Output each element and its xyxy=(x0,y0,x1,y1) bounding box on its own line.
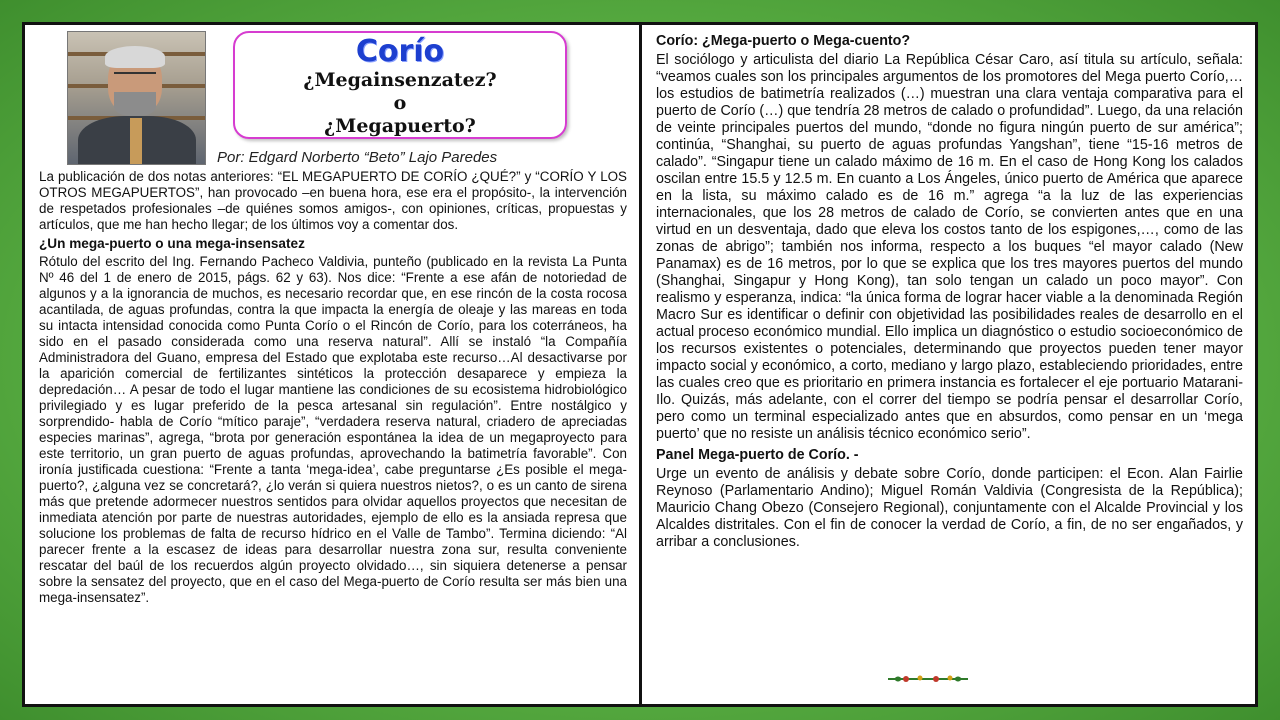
author-photo xyxy=(67,31,206,165)
body-paragraph-caro: El sociólogo y articulista del diario La República César Caro, así titula su artículo, señala: “veamos cuales son los principales argumentos de los promotores del Mega puerto Corío,…los estudios de batimetría realizados (…) muestran una clara ventaja comparativa para el puerto de Corío (…) que tendría 28 metros de calado o profundidad”. Luego, da una relación de veinte principales puertos del mundo, “donde no figura ningún puerto de sur américa”; continúa, “Shanghai, su puerto de aguas profundas Yangshan”, tiene “15-16 metros de calado”. “Singapur tiene un calado máximo de 16 m. En el caso de Hong Kong los calados oscilan entre 15.5 y 12.5 m. En cuanto a Los Ángeles, único puerto de América que aparece en la lista, su máximo calado es de 16 m.” agrega “a la luz de las experiencias internacionales, que los 28 metros de calado de Corío, se convierten antes que en una virtud en un desventaja, dado que eleva los costos tanto de los espigones,…, como de las zonas de abrigo”; también nos informa, respecto a los buques “el mayor calado (New Panamax) es de 16 metros, por lo que se explica que los tres mayores puertos del mundo (Shanghai, Singapur y Hong Kong), tan solo tengan un calado un poco mayor”. Con realismo y esperanza, indica: “la única forma de lograr hacer viable a la denominada Región Macro Sur es identificar o definir con objetividad las posibilidades reales de desarrollo en el actual proceso económico mundial. Ello implica un diagnóstico o estudio socioeconómico de los recursos existentes o potenciales, determinando que proyectos pueden tener mayor impacto social y económico, a corto, mediano y largo plazo, estableciendo prioridades, entre las cuales creo que es prioritario en primera instancia es fortalecer el eje portuario Matarani-Ilo. Quizás, más adelante, con el correr del tiempo se podría pensar el desarrollar Corío, pero como un terminal especializado antes que en absurdos, como pensar en un ‘mega puerto’ que no resiste un análisis técnico económico serio”. xyxy=(656,52,1243,442)
section-heading-panel: Panel Mega-puerto de Corío. - xyxy=(656,447,859,463)
byline: Por: Edgard Norberto “Beto” Lajo Paredes xyxy=(217,149,498,166)
section-heading-mega-insensatez: ¿Un mega-puerto o una mega-insensatez xyxy=(39,236,305,251)
left-column xyxy=(25,25,642,704)
title-line-3: ¿Megapuerto? xyxy=(324,115,476,137)
section-heading-mega-cuento: Corío: ¿Mega-puerto o Mega-cuento? xyxy=(656,33,911,49)
title-box xyxy=(233,31,567,139)
right-column xyxy=(642,25,1255,704)
title-line-2: o xyxy=(393,92,407,114)
intro-paragraph: La publicación de dos notas anteriores: “EL MEGAPUERTO DE CORÍO ¿QUÉ?” y “CORÍO Y LOS OTROS MEGAPUERTOS”, han provocado –en buena hora, ese era el propósito-, la intervención de respetados profesionales –de quiénes somos amigos-, con opiniones, críticas, propuestas y artículos, que me han hecho llegar; de los últimos voy a comentar dos. xyxy=(39,169,627,232)
newspaper-page xyxy=(22,22,1258,707)
title-main: Corío xyxy=(355,34,445,69)
article-header xyxy=(39,29,627,169)
body-paragraph-panel: Urge un evento de análisis y debate sobre Corío, donde participen: el Econ. Alan Fairlie Reynoso (Parlamentario Andino); Miguel Román Valdivia (Congresista de la República); Mauricio Chang Obezo (Consejero Regional), conjuntamente con el Alcalde Provincial y los Alcaldes distritales. Con el fin de conocer la verdad de Corío, a fin, de no ser engañados, y arribar a conclusiones. xyxy=(656,466,1243,550)
ornament-divider-icon xyxy=(886,672,970,686)
title-line-1: ¿Megainsenzatez? xyxy=(303,69,497,91)
body-paragraph-pacheco: Rótulo del escrito del Ing. Fernando Pacheco Valdivia, punteño (publicado en la revista La Punta Nº 46 del 1 de enero de 2015, págs. 62 y 63). Nos dice: “Frente a ese afán de notoriedad de algunos y a la ignorancia de muchos, es necesario recordar que, en ese rincón de la costa rocosa acantilada, de aguas profundas, contra la que impacta la energía de oleaje y las mareas en toda su intacta intensidad conocida como Punta Corío o el Rincón de Corío, para los coterráneos, ha sido en el pasado considerada como una reserva natural”. Allí se instaló “la Compañía Administradora del Guano, empresa del Estado que explotaba este recurso…Al desactivarse por la aparición comercial de fertilizantes sintéticos la protección desaparece y empieza la depredación… A pesar de todo el lugar mantiene las condiciones de su ecosistema hidrobiológico privilegiado y es lugar preferido de la pesca artesanal sin regulación”. Entre nostálgico y sorprendido- habla de Corío “mítico paraje”, “verdadera reserva natural, criadero de apreciadas especies marinas”, agrega, “brota por generación espontánea la idea de un megaproyecto para este territorio, un gran puerto de aguas profundas, aprovechando la batimetría favorable”. Con ironía justificada cuestiona: “Frente a tanta ‘mega-idea’, cabe preguntarse ¿Es posible el mega-puerto?, ¿alguna vez se concretará?, ¿lo verán si quiera nuestros nietos?, o es un canto de sirena más que pretende adormecer nuestros sentidos para olvidar aquellos proyectos que necesitan de inmediata atención por parte de nuestras autoridades, ejemplo de ello es la ansiada represa que solucione los problemas de falta de recurso hídrico en el Valle de Tambo”. Termina diciendo: “Al parecer frente a la escasez de ideas para desarrollar nuestra zona sur, resulta conveniente rescatar del baúl de los recuerdos algún proyecto olvidado…, sin siquiera detenerse a pensar sobre la sensatez del proyecto, que en el caso del Mega-puerto de Corío resulta ser más bien una mega-insensatez”. xyxy=(39,254,627,605)
